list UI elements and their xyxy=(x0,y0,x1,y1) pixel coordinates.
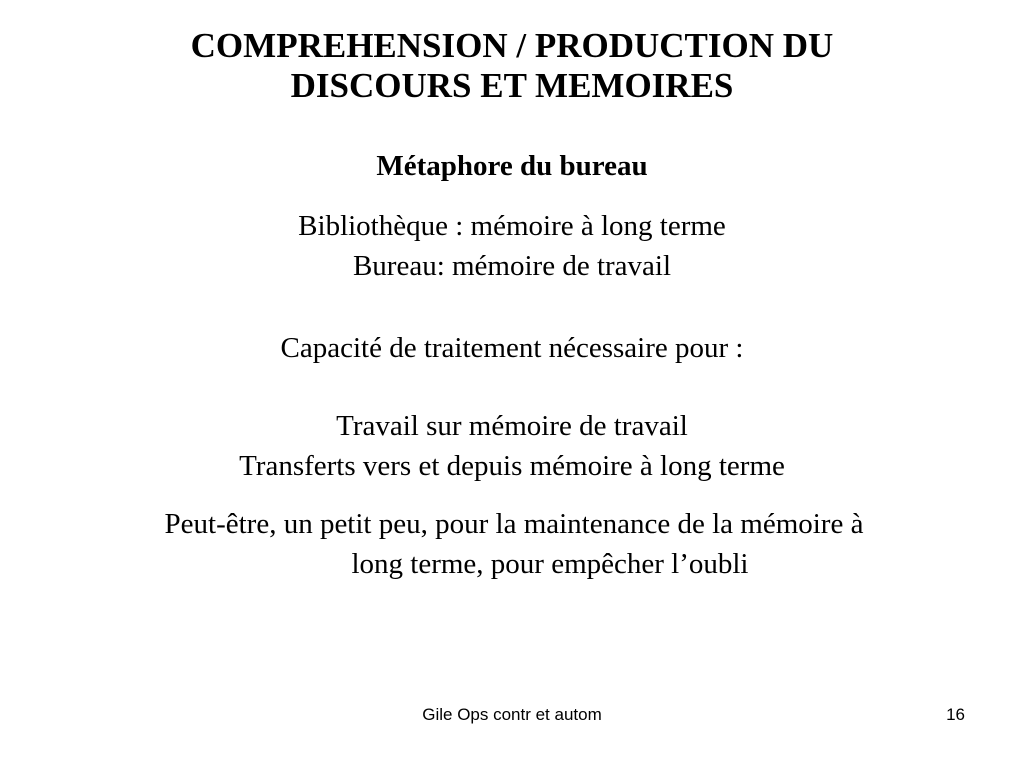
slide-title-line-2: DISCOURS ET MEMOIRES xyxy=(290,66,734,105)
text-block-maintenance xyxy=(64,504,964,584)
footer-text: Gile Ops contr et autom xyxy=(422,705,602,724)
slide-title xyxy=(0,26,1024,106)
text-line-maintenance-2: long terme, pour empêcher l’oubli xyxy=(351,548,749,580)
text-block-capacity xyxy=(0,328,1024,368)
text-line-library: Bibliothèque : mémoire à long terme xyxy=(298,210,726,242)
text-line-desk: Bureau: mémoire de travail xyxy=(352,250,672,282)
text-block-work xyxy=(0,406,1024,486)
slide-subtitle: Métaphore du bureau xyxy=(376,150,648,182)
text-line-transfers: Transferts vers et depuis mémoire à long terme xyxy=(239,450,785,482)
text-line-working-memory: Travail sur mémoire de travail xyxy=(336,410,688,442)
text-line-capacity: Capacité de traitement nécessaire pour : xyxy=(280,332,744,364)
page-number: 16 xyxy=(946,705,965,724)
text-block-library xyxy=(0,206,1024,286)
slide-title-line-1: COMPREHENSION / PRODUCTION DU xyxy=(190,26,834,65)
text-line-maintenance-1: Peut-être, un petit peu, pour la maintenance de la mémoire à xyxy=(164,508,864,540)
